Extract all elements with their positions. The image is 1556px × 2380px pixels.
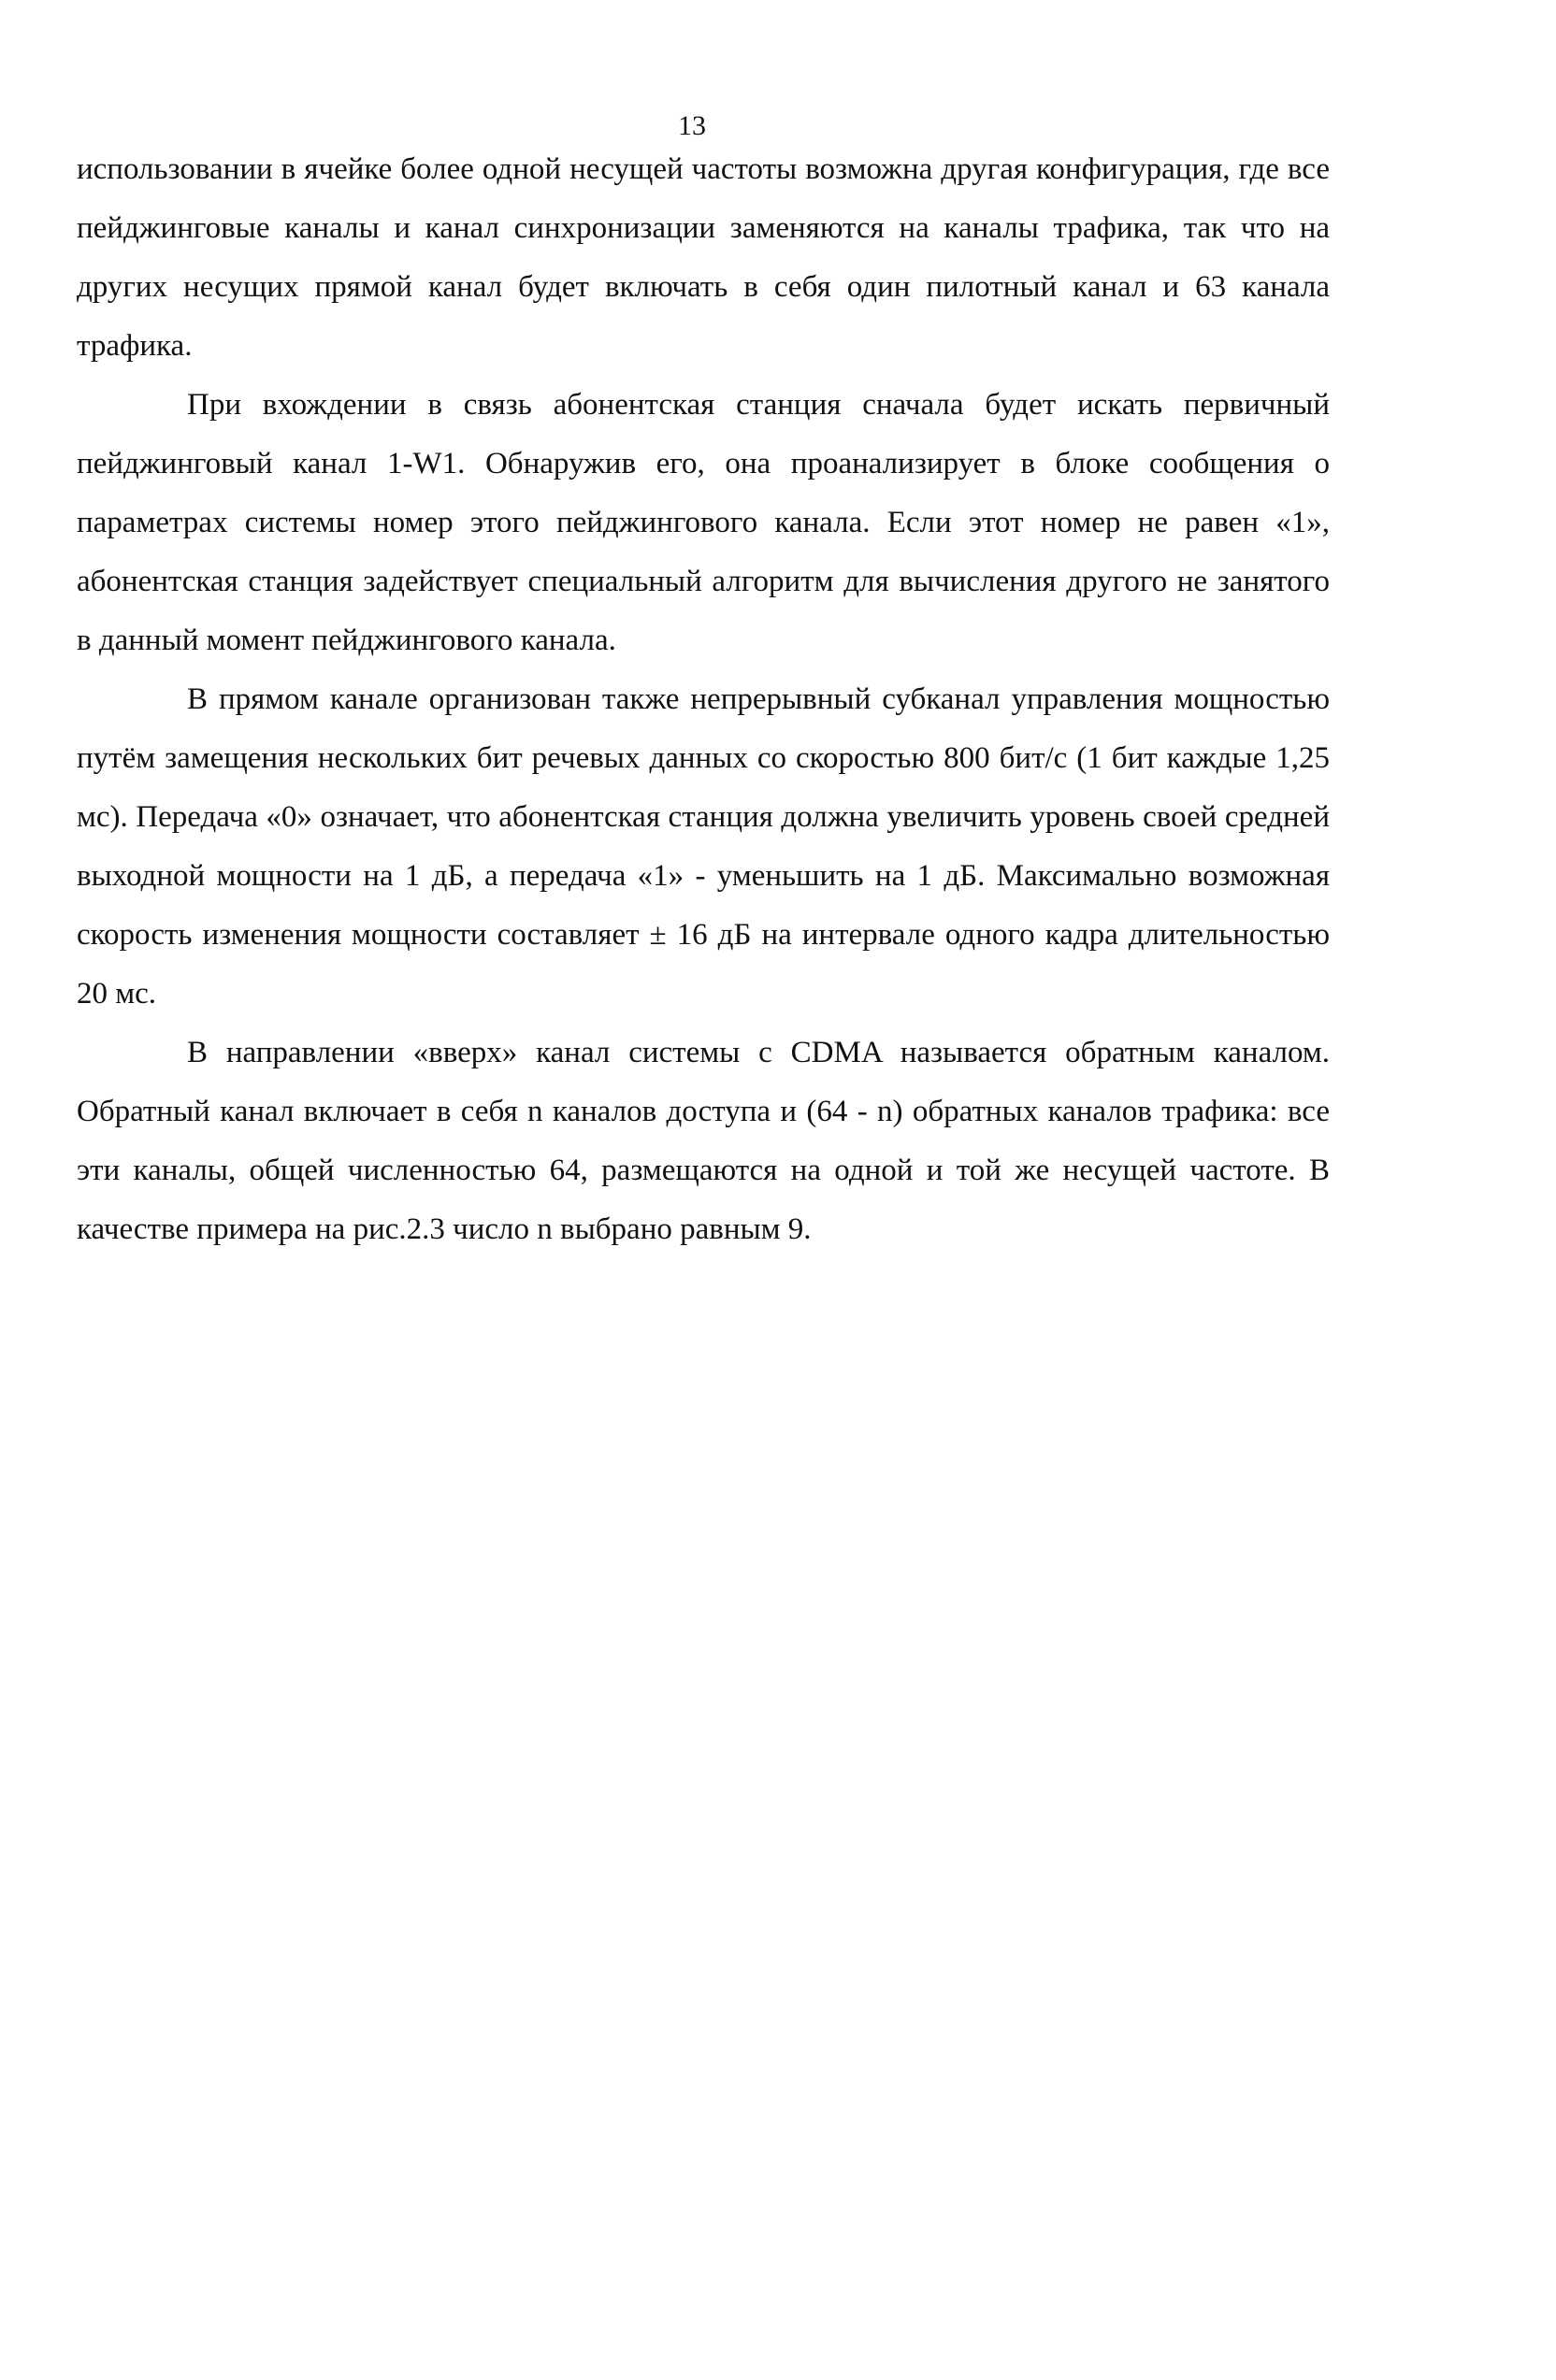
body-text [77,140,1330,1259]
paragraph-1: использовании в ячейке более одной несущей частоты возможна другая конфигурация, где все пейджинговые каналы и канал синхронизации заменяются на каналы трафика, так что на других несущих прямой канал будет включать в себя один пилотный канал и 63 канала трафика. [77,152,1330,363]
paragraph-3: В прямом канале организован также непрерывный субканал управления мощностью путём замещения нескольких бит речевых данных со скоростью 800 бит/с (1 бит каждые 1,25 мс). Передача «0» означает, что абонентская станция должна увеличить уровень своей средней выходной мощности на 1 дБ, а передача «1» - уменьшить на 1 дБ. Максимально возможная скорость изменения мощности составляет ± 16 дБ на интервале одного кадра длительностью 20 мс. [77,682,1330,1011]
paragraph-2: При вхождении в связь абонентская станция сначала будет искать первичный пейджинговый канал 1-W1. Обнаружив его, она проанализирует в блоке сообщения о параметрах системы номер этого пейджингового канала. Если этот номер не равен «1», абонентская станция задействует специальный алгоритм для вычисления другого не занятого в данный момент пейджингового канала. [77,388,1330,657]
page-number: 13 [678,110,706,141]
paragraph-4: В направлении «вверх» канал системы с CDMA называется обратным каналом. Обратный канал включает в себя n каналов доступа и (64 - n) обратных каналов трафика: все эти каналы, общей численностью 64, размещаются на одной и той же несущей частоте. В качестве примера на рис.2.3 число n выбрано равным 9. [77,1036,1330,1246]
